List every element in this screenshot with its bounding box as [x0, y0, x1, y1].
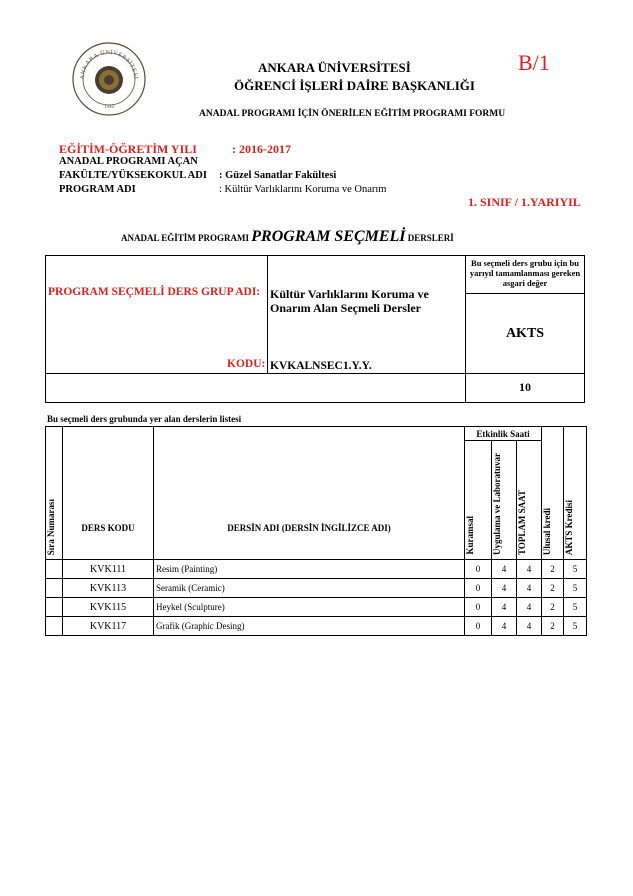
cell-ulusal: 2: [542, 579, 564, 598]
cell-akts: 5: [564, 598, 587, 617]
cell-sira: [46, 560, 63, 579]
cell-uygulama: 4: [492, 598, 517, 617]
faculty-value: : Güzel Sanatlar Fakültesi: [219, 170, 337, 181]
group-label: PROGRAM SEÇMELİ DERS GRUP ADI:: [48, 286, 261, 298]
header-ulusal: Ulusal kredi: [542, 427, 564, 560]
table-row: [46, 598, 587, 617]
section-title: [121, 228, 454, 246]
cell-ad: Resim (Painting): [154, 560, 465, 579]
akts-note: Bu seçmeli ders grubu için bu yarıyıl tamamlanması gereken asgari değer: [469, 258, 581, 288]
cell-kuramsal: 0: [465, 598, 492, 617]
cell-ulusal: 2: [542, 617, 564, 636]
cell-kuramsal: 0: [465, 579, 492, 598]
cell-kuramsal: 0: [465, 617, 492, 636]
akts-label: AKTS: [505, 326, 545, 341]
header-uygulama: Uygulama ve Laboratuvar: [492, 441, 517, 560]
logo-text: ANKARA ÜNİVERSİTESİ: [79, 49, 139, 80]
divider: [267, 256, 268, 373]
cell-sira: [46, 598, 63, 617]
cell-sira: [46, 579, 63, 598]
program-value: : Kültür Varlıklarını Koruma ve Onarım: [219, 184, 387, 195]
divider: [46, 373, 585, 374]
section-title-big: PROGRAM SEÇMELİ: [251, 228, 406, 245]
kodu-value: KVKALNSEC1.Y.Y.: [270, 360, 372, 372]
class-semester: 1. SINIF / 1.YARIYIL: [468, 195, 581, 209]
cell-ad: Grafik (Graphic Desing): [154, 617, 465, 636]
cell-toplam: 4: [517, 617, 542, 636]
section-title-post: DERSLERİ: [407, 233, 454, 243]
cell-ad: Seramik (Ceramic): [154, 579, 465, 598]
year-label: EĞİTİM-ÖĞRETİM YILI: [59, 142, 197, 156]
divider: [465, 293, 585, 294]
akts-value: 10: [519, 380, 531, 394]
year-value: : 2016-2017: [232, 142, 291, 156]
cell-toplam: 4: [517, 579, 542, 598]
table-row: [46, 579, 587, 598]
university-logo: [72, 42, 146, 116]
table-row: [46, 560, 587, 579]
header-sira: Sıra Numarası: [46, 427, 63, 560]
header-akts: AKTS Kredisi: [564, 427, 587, 560]
header-kuramsal: Kuramsal: [465, 441, 492, 560]
cell-akts: 5: [564, 579, 587, 598]
header-toplam: TOPLAM SAAT: [517, 441, 542, 560]
program-label: PROGRAM ADI: [59, 184, 136, 195]
cell-toplam: 4: [517, 560, 542, 579]
cell-toplam: 4: [517, 598, 542, 617]
cell-uygulama: 4: [492, 560, 517, 579]
header-etkinlik: Etkinlik Saati: [465, 427, 542, 441]
form-code: B/1: [518, 50, 550, 75]
cell-ad: Heykel (Sculpture): [154, 598, 465, 617]
cell-akts: 5: [564, 617, 587, 636]
list-title: Bu seçmeli ders grubunda yer alan derslerin listesi: [47, 414, 242, 424]
cell-kod: KVK111: [63, 560, 154, 579]
table-row: [46, 617, 587, 636]
kodu-label: KODU:: [227, 358, 266, 370]
header-kod: DERS KODU: [63, 427, 154, 560]
cell-uygulama: 4: [492, 617, 517, 636]
cell-kod: KVK117: [63, 617, 154, 636]
university-name: ANKARA ÜNİVERSİTESİ: [258, 60, 411, 75]
faculty-label: FAKÜLTE/YÜKSEKOKUL ADI: [59, 170, 207, 181]
cell-kuramsal: 0: [465, 560, 492, 579]
cell-ulusal: 2: [542, 598, 564, 617]
logo-year: 1946: [104, 105, 114, 110]
department-name: ÖĞRENCİ İŞLERİ DAİRE BAŞKANLIĞI: [234, 78, 475, 93]
opener-label: ANADAL PROGRAMI AÇAN: [59, 156, 198, 167]
group-name: Kültür Varlıklarını Koruma ve Onarım Alan Seçmeli Dersler: [270, 287, 429, 315]
cell-sira: [46, 617, 63, 636]
cell-ulusal: 2: [542, 560, 564, 579]
cell-kod: KVK115: [63, 598, 154, 617]
header-ad: DERSİN ADI (DERSİN İNGİLİZCE ADI): [154, 427, 465, 560]
section-title-pre: ANADAL EĞİTİM PROGRAMI: [121, 233, 250, 243]
cell-uygulama: 4: [492, 579, 517, 598]
form-title: ANADAL PROGRAMI İÇİN ÖNERİLEN EĞİTİM PROGRAMI FORMU: [199, 109, 506, 119]
course-table: [45, 426, 587, 636]
cell-kod: KVK113: [63, 579, 154, 598]
cell-akts: 5: [564, 560, 587, 579]
